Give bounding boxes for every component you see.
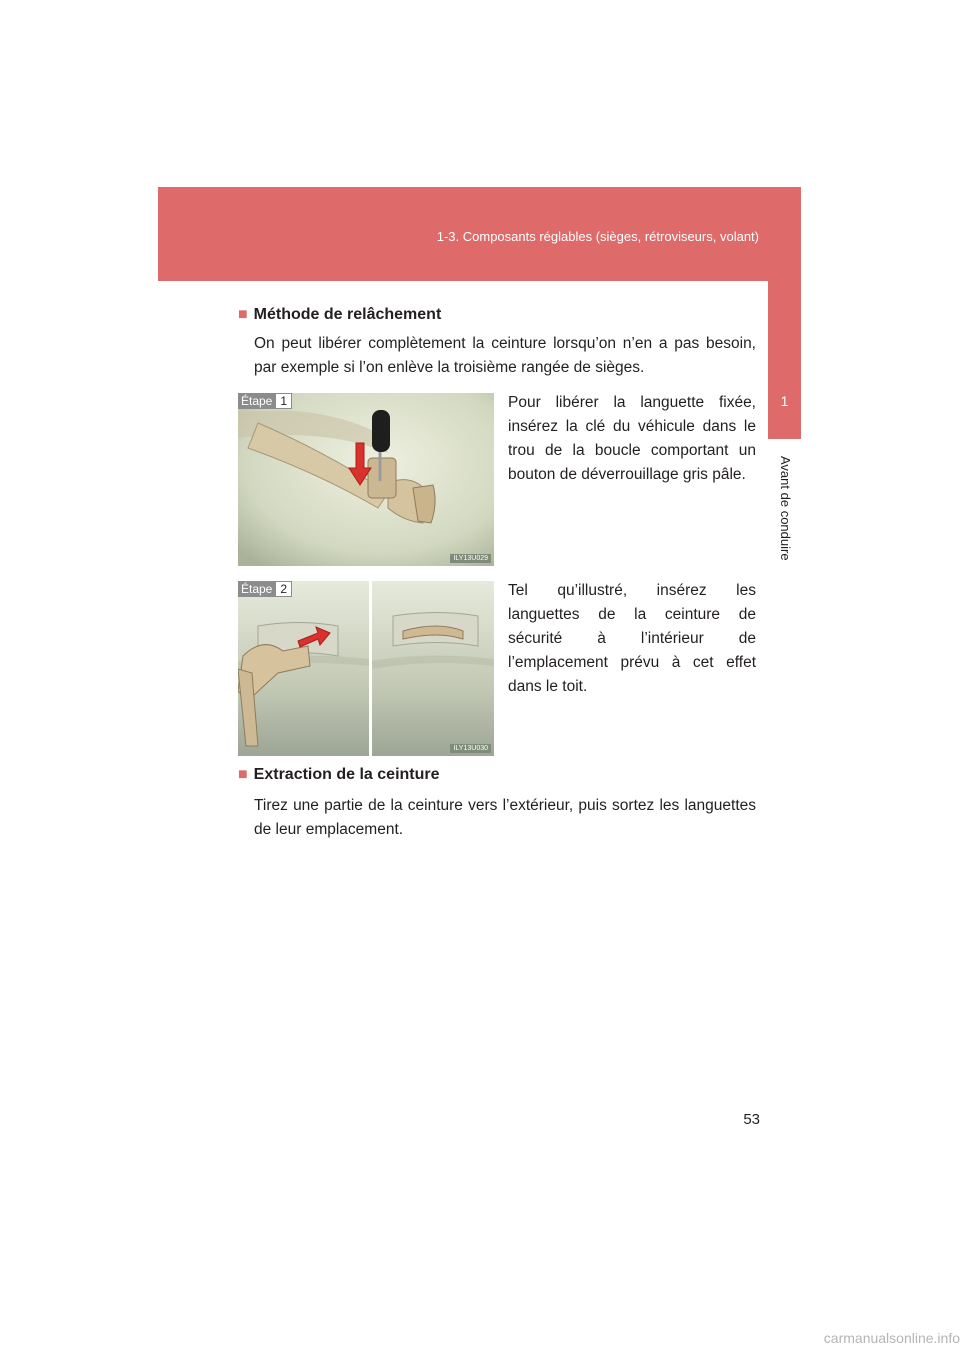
watermark: carmanualsonline.info <box>823 1330 960 1346</box>
square-bullet-icon: ■ <box>238 766 248 783</box>
extraction-heading <box>238 766 440 784</box>
release-method-intro: On peut libérer complètement la ceinture lorsqu’on n’en a pas besoin, par exemple si l’on enlève la troisième rangée de sièges. <box>254 335 756 376</box>
step-1-text: Pour libérer la languette fixée, insérez la clé du véhicule dans le trou de la boucle comportant un bouton de déverrouillage gris pâle. <box>508 394 756 483</box>
release-method-heading-text: Méthode de relâchement <box>253 306 442 323</box>
header-band <box>158 187 801 281</box>
roof-anchor-illustration <box>238 581 494 756</box>
extraction-text: Tirez une partie de la ceinture vers l’extérieur, puis sortez les languettes de leur emplacement. <box>254 797 756 838</box>
section-title: 1-3. Composants réglables (sièges, rétroviseurs, volant) <box>436 229 759 244</box>
release-method-heading <box>238 306 441 324</box>
chapter-number: 1 <box>780 393 789 409</box>
extraction-heading-text: Extraction de la ceinture <box>253 766 440 783</box>
seatbelt-buckle-illustration <box>238 393 494 566</box>
step-1-photo-code: ILY13U029 <box>450 554 491 563</box>
chapter-label: Avant de conduire <box>778 456 793 561</box>
step-1-number: 1 <box>275 393 292 409</box>
step-2-label-text: Étape <box>238 581 275 597</box>
step-1-photo <box>238 393 494 566</box>
chapter-tab <box>768 281 801 439</box>
square-bullet-icon: ■ <box>238 306 248 323</box>
step-2-photo <box>238 581 494 756</box>
step-2-label <box>238 581 292 597</box>
step-2-photo-code: ILY13U030 <box>450 744 491 753</box>
step-2-number: 2 <box>275 581 292 597</box>
step-2-text: Tel qu’illustré, insérez les languettes de la ceinture de sécurité à l’intérieur de l’emplacement prévu à cet effet dans le toit. <box>508 582 756 695</box>
page-number: 53 <box>743 1111 760 1128</box>
step-1-label-text: Étape <box>238 393 275 409</box>
step-1-label <box>238 393 292 409</box>
